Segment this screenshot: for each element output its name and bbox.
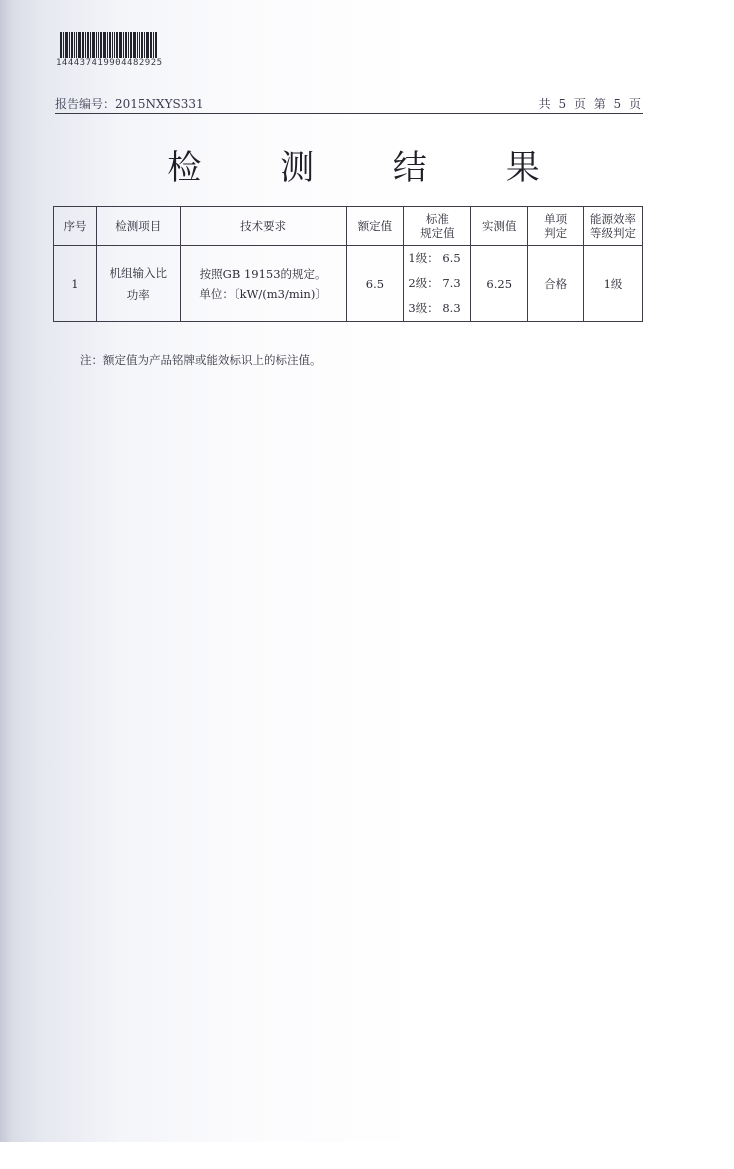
standard-grade-1: 1级： 6.5 — [408, 251, 461, 265]
table-note: 注：额定值为产品铭牌或能效标识上的标注值。 — [80, 353, 322, 367]
header-seq: 序号 — [54, 207, 97, 246]
cell-item-line2: 功率 — [126, 287, 150, 302]
barcode-image — [60, 32, 170, 58]
cell-grade: 1级 — [584, 246, 643, 322]
cell-requirement — [180, 246, 346, 322]
header-standard-line1: 标准 — [425, 212, 449, 226]
page-title: 检 测 结 果 — [167, 148, 574, 188]
cell-requirement-line2: 单位：〔kW/(m3/min)〕 — [199, 286, 327, 301]
cell-standard — [404, 246, 471, 322]
table-row — [54, 246, 643, 322]
header-requirement: 技术要求 — [180, 207, 346, 246]
barcode-number: 144437419904482925 — [56, 58, 163, 68]
cell-judgement: 合格 — [528, 246, 584, 322]
results-table — [53, 206, 643, 322]
header-judgement-line2: 判定 — [544, 226, 568, 240]
standard-grade-2: 2级： 7.3 — [408, 276, 461, 290]
header-judgement-line1: 单项 — [544, 212, 568, 226]
report-number: 报告编号：2015NXYS331 — [55, 97, 204, 111]
header-standard — [404, 207, 471, 246]
header-grade-line1: 能源效率 — [590, 212, 637, 226]
cell-item — [96, 246, 180, 322]
header-standard-line2: 规定值 — [420, 226, 455, 240]
header-judgement — [528, 207, 584, 246]
cell-rated: 6.5 — [346, 246, 404, 322]
report-header — [55, 93, 643, 114]
cell-seq: 1 — [54, 246, 97, 322]
header-rated: 额定值 — [346, 207, 404, 246]
header-item: 检测项目 — [96, 207, 180, 246]
standard-grade-3: 3级： 8.3 — [408, 301, 461, 315]
header-grade — [584, 207, 643, 246]
header-grade-line2: 等级判定 — [590, 226, 637, 240]
page-count: 共 5 页 第 5 页 — [538, 97, 643, 111]
cell-measured: 6.25 — [471, 246, 528, 322]
header-measured: 实测值 — [471, 207, 528, 246]
table-header-row — [54, 207, 643, 246]
cell-requirement-line1: 按照GB 19153的规定。 — [199, 266, 327, 281]
cell-item-line1: 机组输入比 — [109, 265, 168, 280]
